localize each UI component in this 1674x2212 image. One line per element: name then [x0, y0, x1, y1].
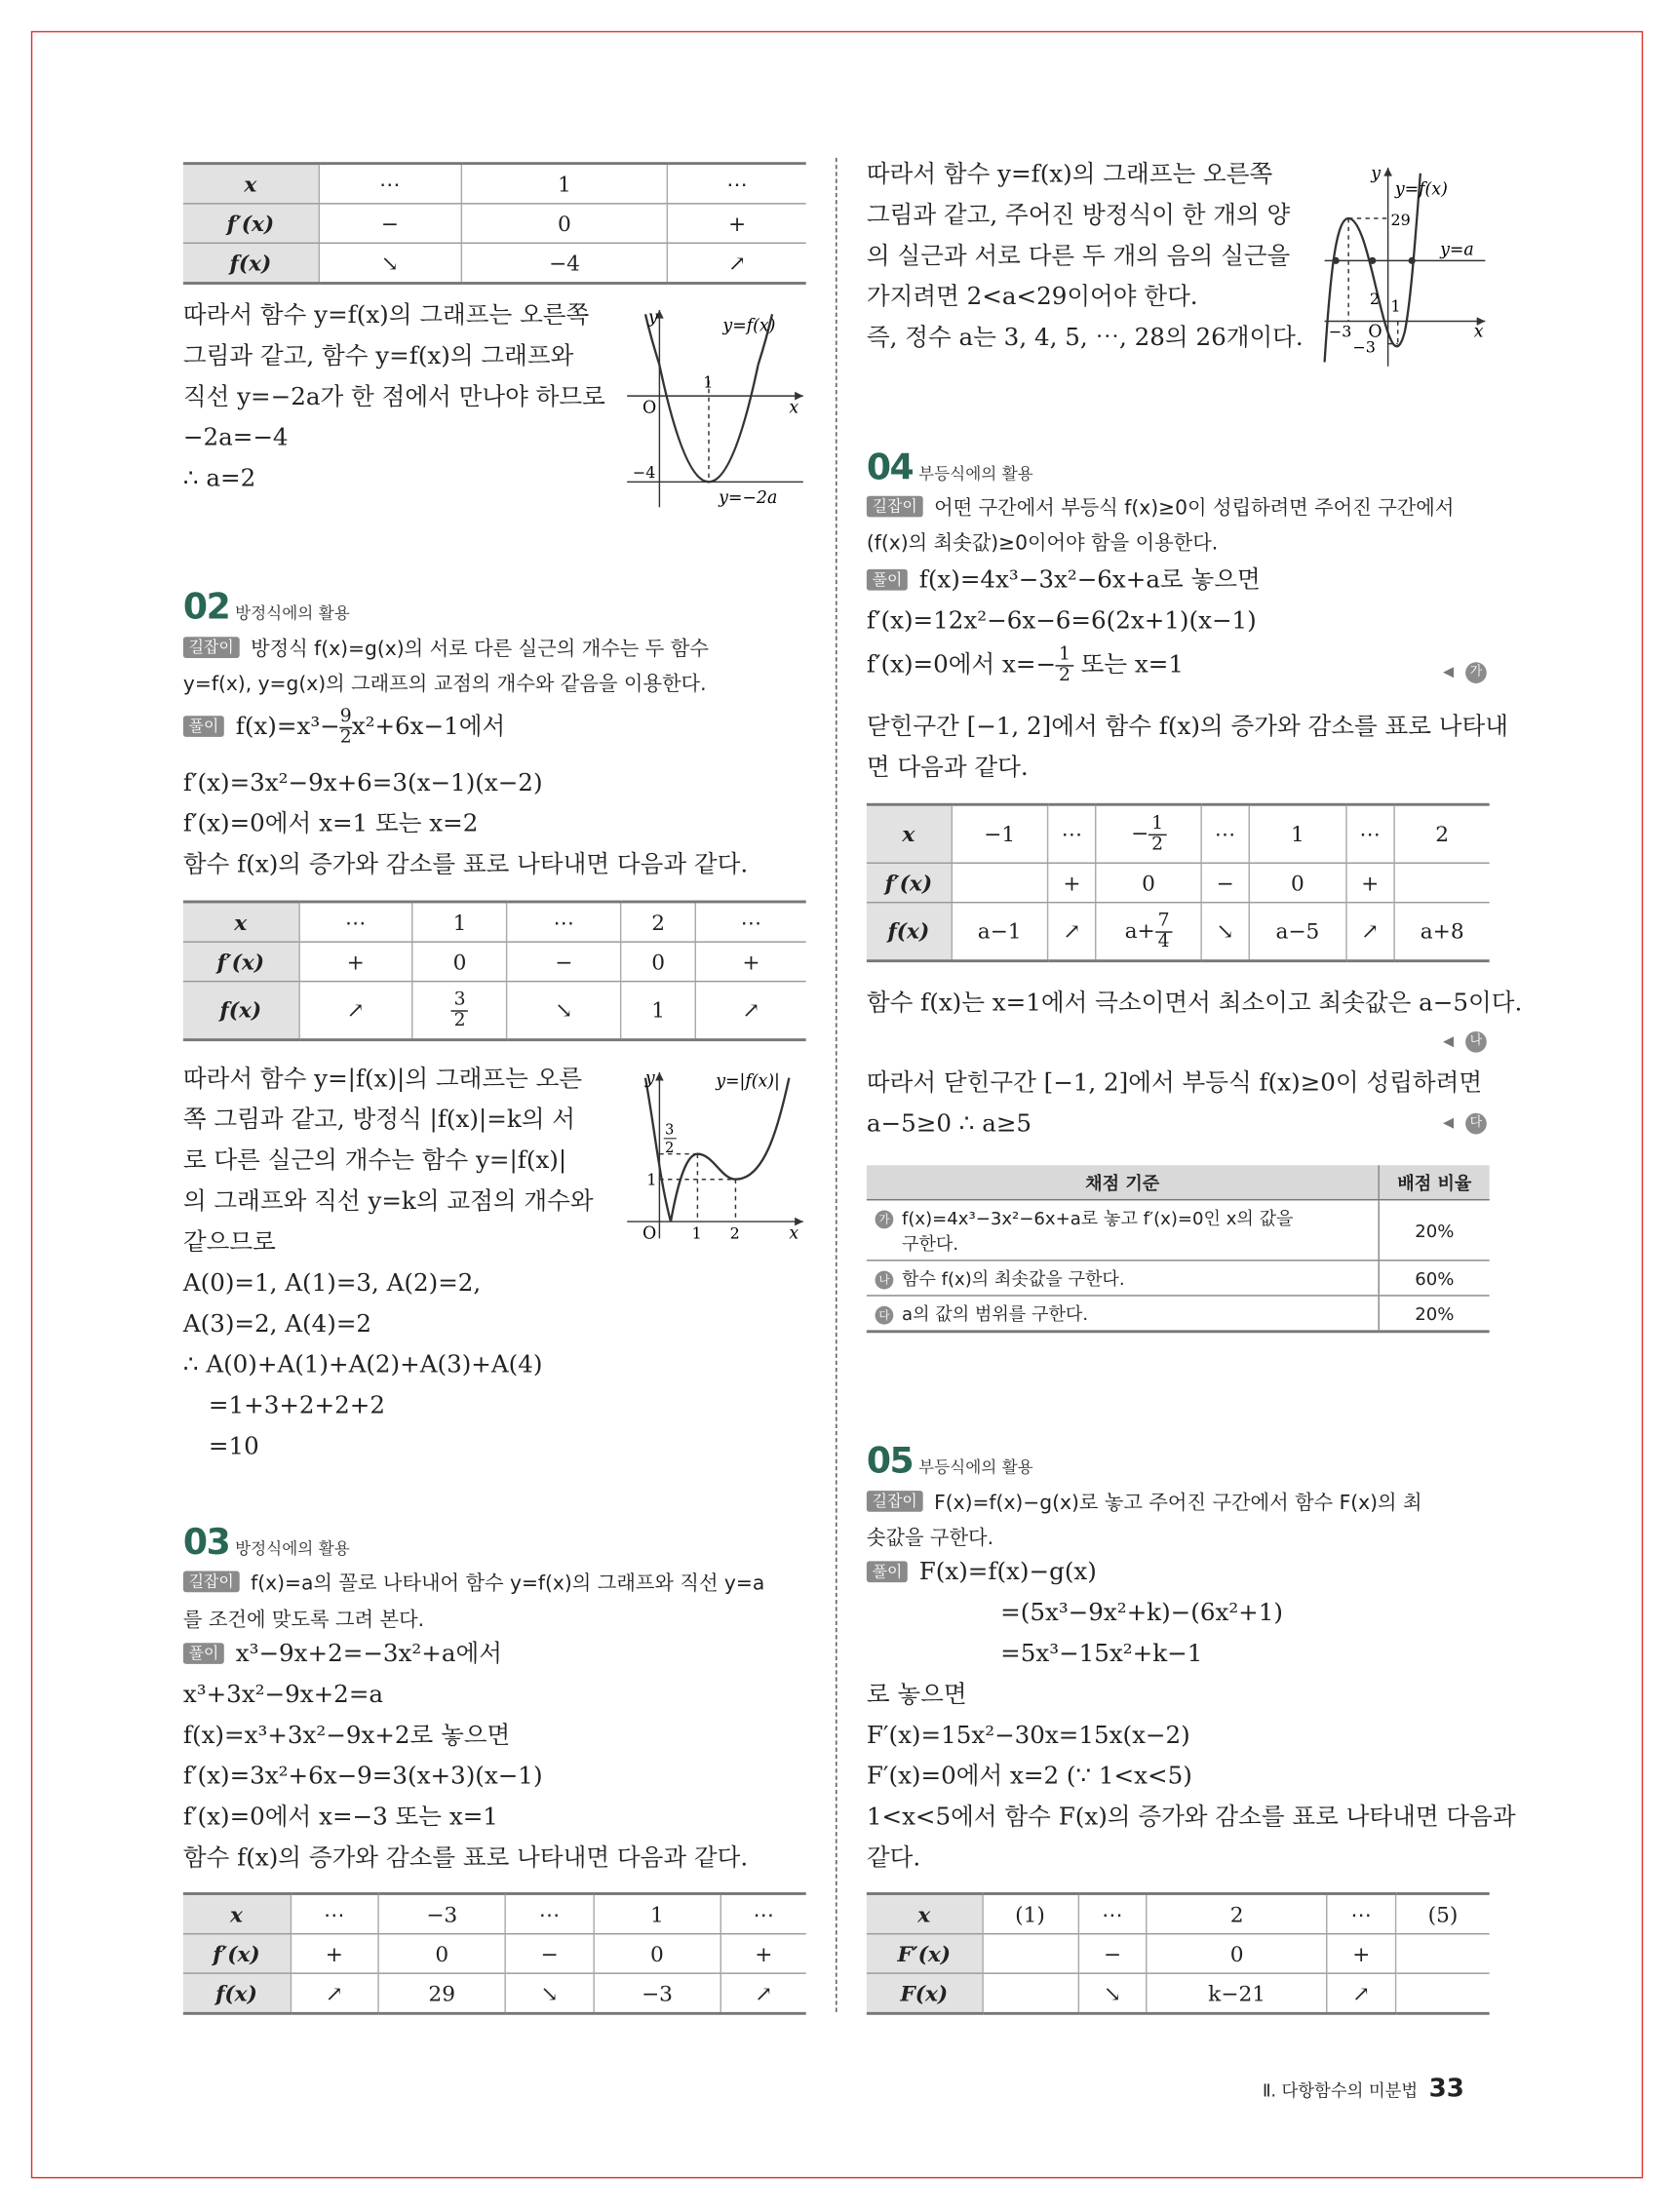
p02-text-line: f′(x)=0에서 x=1 또는 x=2 — [182, 810, 479, 838]
p04-hint — [867, 493, 1455, 524]
p02-text-line: A(3)=2, A(4)=2 — [182, 1310, 372, 1339]
p02-hint-cont: y=f(x), y=g(x)의 그래프의 교점의 개수와 같음을 이용한다. — [182, 673, 707, 696]
p05-solution — [867, 1557, 1097, 1588]
p02-graph — [620, 1067, 810, 1247]
p05-text-line: 같다. — [866, 1843, 921, 1873]
table-cell: + — [1048, 863, 1096, 902]
table-cell: ⋯ — [1048, 804, 1096, 863]
fraction — [340, 708, 352, 749]
table-cell: 0 — [1249, 863, 1345, 902]
p01-text-line: 직선 y=−2a가 한 점에서 만나야 하므로 — [182, 383, 605, 412]
p03-text-line: 함수 f(x)의 증가와 감소를 표로 나타내면 다음과 같다. — [182, 1843, 749, 1873]
table-cell: ⋯ — [668, 164, 806, 204]
tick-label: 2 — [1369, 290, 1380, 309]
table-cell: − — [505, 1934, 593, 1973]
p04-variation-table — [867, 803, 1490, 962]
problem-number: 05 — [866, 1440, 914, 1482]
table-cell — [1394, 863, 1490, 902]
problem-title: 방정식에의 활용 — [235, 1538, 350, 1559]
table-cell: (5) — [1396, 1893, 1490, 1933]
table-cell: ↘ — [319, 243, 461, 283]
table-cell: 29 — [378, 1973, 505, 2013]
table-cell: ↗ — [720, 1973, 806, 2013]
step-mark-ga: 가 — [1465, 662, 1487, 683]
page-number: 33 — [1428, 2074, 1464, 2104]
table-row — [867, 1261, 1490, 1296]
p02-text-line: =10 — [208, 1432, 259, 1461]
table-cell: 0 — [621, 942, 696, 981]
solution-badge: 풀이 — [867, 569, 908, 591]
table-cell: 0 — [378, 1934, 505, 1973]
tick-label: −4 — [632, 462, 656, 482]
table-cell: + — [696, 942, 806, 981]
fraction-numerator: 1 — [1148, 814, 1166, 835]
axis-label-y: y — [644, 1068, 655, 1089]
p03-text-line: f′(x)=0에서 x=−3 또는 x=1 — [182, 1803, 498, 1832]
table-cell: −1 — [952, 804, 1048, 863]
table-cell: ⋯ — [505, 1893, 593, 1933]
p04-text-line — [867, 645, 1184, 702]
hint-text: 방정식 f(x)=g(x)의 서로 다른 실근의 개수는 두 함수 — [251, 638, 709, 661]
table-cell — [1396, 1934, 1490, 1973]
table-cell: x — [867, 804, 952, 863]
fraction-denominator: 2 — [453, 1009, 466, 1031]
table-cell: ↘ — [1078, 1973, 1148, 2013]
p03-text-line: 그림과 같고, 주어진 방정식이 한 개의 양 — [866, 201, 1291, 230]
grading-header: 채점 기준 — [867, 1165, 1379, 1199]
table-cell: − — [1078, 1934, 1148, 1973]
table-cell: + — [1327, 1934, 1396, 1973]
fraction — [1148, 814, 1166, 855]
table-row — [183, 164, 806, 204]
table-row — [183, 942, 806, 981]
p03-graph — [1310, 162, 1494, 370]
origin-label: O — [642, 1223, 657, 1244]
fraction-denominator: 2 — [339, 726, 352, 749]
axis-label-x: x — [1473, 322, 1484, 342]
grading-percent: 20% — [1379, 1296, 1489, 1332]
p02-variation-table — [183, 901, 806, 1042]
fraction-numerator: 1 — [1056, 645, 1073, 667]
step-mark: 다 — [876, 1306, 894, 1325]
table-cell: ↗ — [696, 982, 806, 1040]
table-cell: ⋯ — [298, 902, 412, 942]
p04-text-line: 면 다음과 같다. — [866, 754, 1029, 783]
math-text: f(x)=4x³−3x²−6x+a로 놓으면 — [918, 566, 1261, 595]
table-cell — [412, 982, 507, 1040]
p02-text-line: 의 그래프와 직선 y=k의 교점의 개수와 — [182, 1187, 594, 1217]
table-cell: f′(x) — [183, 204, 319, 243]
table-cell: 1 — [412, 902, 507, 942]
problem-title: 부등식에의 활용 — [918, 1456, 1033, 1477]
chapter-title: Ⅱ. 다항함수의 미분법 — [1262, 2080, 1419, 2101]
p02-text-line: ∴ A(0)+A(1)+A(2)+A(3)+A(4) — [182, 1351, 543, 1379]
criterion-text: 구한다. — [901, 1232, 959, 1255]
table-row — [183, 204, 806, 243]
math-text: a+ — [1124, 916, 1155, 943]
table-cell: f′(x) — [867, 863, 952, 902]
p04-text-line: a−5≥0 ∴ a≥5 — [866, 1109, 1032, 1139]
solution-badge: 풀이 — [183, 716, 224, 737]
table-cell: 0 — [461, 204, 668, 243]
axis-label-x: x — [789, 398, 799, 418]
table-cell: ⋯ — [507, 902, 621, 942]
table-row — [867, 863, 1490, 902]
solution-badge: 풀이 — [183, 1643, 224, 1664]
p01-text-line: 따라서 함수 y=f(x)의 그래프는 오른쪽 — [182, 301, 590, 330]
table-cell: f′(x) — [183, 1934, 291, 1973]
table-row — [183, 1934, 806, 1973]
table-cell: x — [183, 902, 299, 942]
table-row — [867, 1200, 1490, 1261]
axis-label-y: y — [647, 307, 658, 328]
criterion-text: a의 값의 범위를 구한다. — [901, 1302, 1089, 1325]
p01-variation-table — [183, 162, 806, 285]
p03-hint — [183, 1569, 764, 1600]
p02-text-line: 같으므로 — [182, 1228, 276, 1258]
p03-solution — [183, 1639, 502, 1670]
table-cell: ⋯ — [696, 902, 806, 942]
grading-criterion — [867, 1296, 1379, 1332]
p03-text-line: 즉, 정수 a는 3, 4, 5, ⋯, 28의 26개이다. — [866, 324, 1304, 353]
tick-label: 1 — [1390, 296, 1401, 316]
p02-text-line: 쪽 그림과 같고, 방정식 |f(x)|=k의 서 — [182, 1106, 575, 1135]
grading-percent: 20% — [1379, 1200, 1489, 1261]
table-cell: a−5 — [1249, 903, 1345, 961]
hint-badge: 길잡이 — [867, 1491, 923, 1512]
table-cell: − — [319, 204, 461, 243]
fraction — [1155, 911, 1173, 951]
math-text: − — [1131, 820, 1149, 846]
math-text: 또는 x=1 — [1072, 650, 1185, 679]
table-cell: ⋯ — [1327, 1893, 1396, 1933]
p03-header — [183, 1522, 350, 1563]
p01-graph — [620, 303, 810, 515]
table-cell: ↗ — [291, 1973, 378, 2013]
p01-text-line: ∴ a=2 — [182, 464, 256, 493]
p03-hint-cont: 를 조건에 맞도록 그려 본다. — [182, 1609, 425, 1632]
hint-badge: 길잡이 — [867, 496, 923, 518]
p01-text-line: 그림과 같고, 함수 y=f(x)의 그래프와 — [182, 342, 574, 371]
table-cell: 2 — [1147, 1893, 1326, 1933]
p02-text-line: A(0)=1, A(1)=3, A(2)=2, — [182, 1269, 482, 1299]
table-cell: ↘ — [507, 982, 621, 1040]
table-cell: f′(x) — [183, 942, 299, 981]
tick-label: 2 — [665, 1141, 675, 1157]
table-row — [183, 902, 806, 942]
p02-solution — [183, 708, 505, 764]
table-cell: − — [1201, 863, 1249, 902]
fraction-denominator: 2 — [1058, 665, 1071, 686]
table-row — [867, 1893, 1490, 1933]
p04-header — [867, 446, 1033, 487]
fraction-denominator: 2 — [1151, 833, 1164, 855]
grading-header: 배점 비율 — [1379, 1165, 1489, 1199]
math-text: F(x)=f(x)−g(x) — [918, 1558, 1097, 1587]
p04-text-line: 닫힌구간 [−1, 2]에서 함수 f(x)의 증가와 감소를 표로 나타내 — [866, 713, 1508, 742]
grading-percent: 60% — [1379, 1261, 1489, 1296]
table-cell: + — [1345, 863, 1393, 902]
table-cell: ⋯ — [1201, 804, 1249, 863]
table-cell: − — [507, 942, 621, 981]
p03-text-line: x³+3x²−9x+2=a — [182, 1681, 384, 1710]
table-row — [867, 903, 1490, 961]
fraction — [451, 990, 469, 1030]
p02-text-line: f′(x)=3x²−9x+6=3(x−1)(x−2) — [182, 769, 543, 798]
column-divider — [836, 158, 837, 2012]
p05-text-line: =(5x³−9x²+k)−(6x²+1) — [1000, 1599, 1283, 1628]
table-cell: ↗ — [298, 982, 412, 1040]
table-cell: ↗ — [1048, 903, 1096, 961]
math-text: x²+6x−1에서 — [351, 713, 506, 742]
table-cell: 1 — [461, 164, 668, 204]
table-cell: ↘ — [505, 1973, 593, 2013]
table-cell: 2 — [621, 902, 696, 942]
tick-label: 29 — [1390, 211, 1411, 230]
curve-label: y=f(x) — [1394, 179, 1448, 200]
p05-text-line: 로 놓으면 — [866, 1681, 967, 1710]
tick-label: −3 — [1352, 337, 1376, 357]
table-cell: ↗ — [1327, 1973, 1396, 2013]
line-label: y=a — [1440, 240, 1474, 260]
p05-text-line: F′(x)=0에서 x=2 (∵ 1<x<5) — [866, 1763, 1192, 1791]
table-cell: −3 — [378, 1893, 505, 1933]
table-cell: + — [298, 942, 412, 981]
table-row — [867, 1165, 1490, 1199]
p03-text-line: 따라서 함수 y=f(x)의 그래프는 오른쪽 — [866, 160, 1273, 189]
table-cell: ↗ — [1345, 903, 1393, 961]
p04-text-line: 따라서 닫힌구간 [−1, 2]에서 부등식 f(x)≥0이 성립하려면 — [866, 1068, 1483, 1098]
table-cell: f(x) — [183, 243, 319, 283]
p03-text-line: 가지려면 2<a<29이어야 한다. — [866, 283, 1198, 312]
p02-text-line: =1+3+2+2+2 — [208, 1391, 386, 1420]
table-cell: a+8 — [1394, 903, 1490, 961]
p05-text-line: 1<x<5에서 함수 F(x)의 증가와 감소를 표로 나타내면 다음과 — [866, 1803, 1516, 1832]
problem-number: 02 — [182, 586, 230, 628]
tick-label: 2 — [729, 1223, 740, 1243]
table-cell: F(x) — [867, 1973, 983, 2013]
p04-solution — [867, 565, 1261, 597]
table-cell: 0 — [594, 1934, 720, 1973]
table-cell: 1 — [594, 1893, 720, 1933]
triangle-marker-icon: ◀ — [1442, 1033, 1455, 1050]
table-cell: (1) — [982, 1893, 1077, 1933]
table-cell: ⋯ — [720, 1893, 806, 1933]
table-cell: x — [183, 164, 319, 204]
criterion-text: 함수 f(x)의 최솟값을 구한다. — [901, 1267, 1125, 1290]
math-text: f(x)=x³− — [235, 713, 340, 742]
problem-title: 방정식에의 활용 — [235, 602, 350, 623]
curve-label: y=f(x) — [722, 316, 776, 336]
hint-text: 어떤 구간에서 부등식 f(x)≥0이 성립하려면 주어진 구간에서 — [934, 497, 1455, 521]
table-cell: −4 — [461, 243, 668, 283]
page-footer — [1263, 2074, 1464, 2103]
table-cell: F′(x) — [867, 1934, 983, 1973]
table-cell: f(x) — [183, 982, 299, 1040]
table-cell: + — [291, 1934, 378, 1973]
fraction-numerator: 3 — [451, 990, 469, 1011]
table-cell: x — [183, 1893, 291, 1933]
table-cell — [1096, 804, 1201, 863]
table-row — [183, 1893, 806, 1933]
fraction-numerator: 9 — [339, 706, 352, 727]
hint-text: F(x)=f(x)−g(x)로 놓고 주어진 구간에서 함수 F(x)의 최 — [934, 1492, 1422, 1515]
problem-title: 부등식에의 활용 — [918, 463, 1033, 484]
p05-header — [867, 1440, 1033, 1481]
p05-variation-table — [867, 1892, 1490, 2015]
fraction-numerator: 7 — [1155, 911, 1173, 932]
math-text: x³−9x+2=−3x²+a에서 — [235, 1640, 502, 1669]
table-cell: k−21 — [1147, 1973, 1326, 2013]
tick-label: 3 — [665, 1122, 675, 1139]
table-cell: ↘ — [1201, 903, 1249, 961]
hint-badge: 길잡이 — [183, 637, 240, 658]
table-cell: 0 — [1096, 863, 1201, 902]
p02-hint — [183, 634, 709, 665]
hint-text: f(x)=a의 꼴로 나타내어 함수 y=f(x)의 그래프와 직선 y=a — [251, 1572, 765, 1596]
origin-label: O — [1368, 322, 1382, 342]
step-mark: 가 — [876, 1211, 894, 1229]
p04-hint-cont: (f(x)의 최솟값)≥0이어야 함을 이용한다. — [866, 532, 1219, 556]
step-mark-na: 나 — [1465, 1031, 1487, 1053]
table-cell — [1096, 903, 1201, 961]
table-row — [867, 1973, 1490, 2013]
table-cell: ⋯ — [1078, 1893, 1148, 1933]
p03-text-line: f′(x)=3x²+6x−9=3(x+3)(x−1) — [182, 1763, 543, 1791]
p03-text-line: 의 실근과 서로 다른 두 개의 음의 실근을 — [866, 242, 1291, 271]
table-cell: a−1 — [952, 903, 1048, 961]
criterion-text: f(x)=4x³−3x²−6x+a로 놓고 f′(x)=0인 x의 값을 — [901, 1207, 1294, 1229]
p01-text-line: −2a=−4 — [182, 424, 289, 452]
fraction — [1056, 645, 1073, 686]
table-cell: 0 — [1147, 1934, 1326, 1973]
p02-text-line: 함수 f(x)의 증가와 감소를 표로 나타내면 다음과 같다. — [182, 850, 749, 879]
table-row — [183, 1973, 806, 2013]
table-row — [867, 1296, 1490, 1332]
solution-badge: 풀이 — [867, 1561, 908, 1582]
p02-header — [183, 586, 350, 627]
fraction-denominator: 4 — [1157, 930, 1170, 952]
origin-label: O — [642, 398, 657, 418]
p02-text-line: 따라서 함수 y=|f(x)|의 그래프는 오른 — [182, 1065, 583, 1094]
table-cell: ⋯ — [291, 1893, 378, 1933]
p05-hint — [867, 1488, 1422, 1519]
table-cell: f(x) — [867, 903, 952, 961]
table-cell: f(x) — [183, 1973, 291, 2013]
triangle-marker-icon: ◀ — [1442, 665, 1455, 681]
p05-text-line: =5x³−15x²+k−1 — [1000, 1640, 1203, 1669]
p02-text-line: 로 다른 실근의 개수는 함수 y=|f(x)| — [182, 1146, 567, 1176]
table-cell — [952, 863, 1048, 902]
table-cell: ↗ — [668, 243, 806, 283]
table-row — [867, 1934, 1490, 1973]
p04-text-line: 함수 f(x)는 x=1에서 극소이면서 최소이고 최솟값은 a−5이다. — [866, 989, 1523, 1018]
grading-criterion — [867, 1200, 1379, 1261]
problem-number: 03 — [182, 1521, 230, 1563]
p05-text-line: F′(x)=15x²−30x=15x(x−2) — [866, 1722, 1190, 1751]
table-cell: 1 — [1249, 804, 1345, 863]
p05-hint-cont: 솟값을 구한다. — [866, 1527, 994, 1550]
table-cell: 2 — [1394, 804, 1490, 863]
hint-badge: 길잡이 — [183, 1572, 240, 1593]
table-cell: x — [867, 1893, 983, 1933]
problem-number: 04 — [866, 446, 914, 488]
table-cell: 0 — [412, 942, 507, 981]
step-mark-da: 다 — [1465, 1113, 1487, 1135]
table-cell — [982, 1973, 1077, 2013]
table-cell: + — [668, 204, 806, 243]
tick-label: 1 — [691, 1223, 702, 1243]
table-row — [183, 243, 806, 283]
math-text: f′(x)=0에서 x=− — [866, 650, 1057, 679]
p03-text-line: f(x)=x³+3x²−9x+2로 놓으면 — [182, 1722, 511, 1751]
grading-table — [867, 1165, 1490, 1333]
axis-label-y: y — [1371, 164, 1382, 184]
table-cell: + — [720, 1934, 806, 1973]
table-row — [867, 804, 1490, 863]
table-cell: 1 — [621, 982, 696, 1040]
step-mark: 나 — [876, 1271, 894, 1290]
table-cell: ⋯ — [1345, 804, 1393, 863]
line-label: y=−2a — [719, 487, 778, 508]
tick-label: 1 — [703, 372, 714, 392]
table-cell: −3 — [594, 1973, 720, 2013]
table-cell: ⋯ — [319, 164, 461, 204]
curve-label: y=|f(x)| — [716, 1071, 780, 1092]
p03-variation-table — [183, 1892, 806, 2015]
grading-criterion — [867, 1261, 1379, 1296]
table-row — [183, 982, 806, 1040]
table-cell — [982, 1934, 1077, 1973]
tick-label: 1 — [646, 1170, 657, 1189]
triangle-marker-icon: ◀ — [1442, 1115, 1455, 1132]
p04-text-line: f′(x)=12x²−6x−6=6(2x+1)(x−1) — [866, 606, 1257, 636]
table-cell — [1396, 1973, 1490, 2013]
tick-label: −3 — [1328, 322, 1352, 341]
axis-label-x: x — [789, 1223, 799, 1244]
